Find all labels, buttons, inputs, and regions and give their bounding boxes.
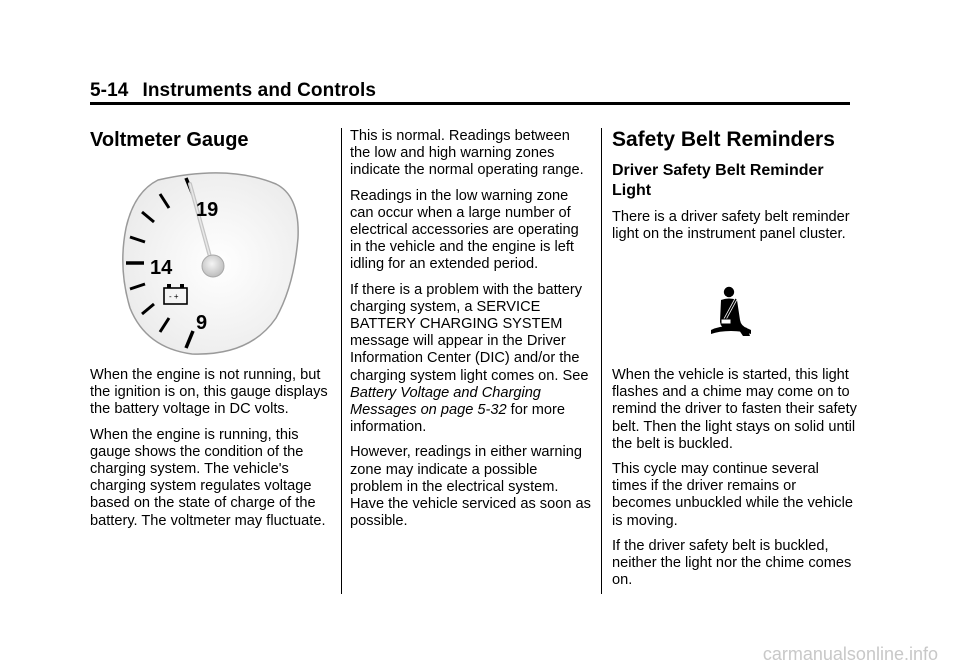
gauge-label-14: 14 [150,257,173,279]
column-divider-2 [601,128,602,594]
paragraph: When the engine is running, this gauge shows the condition of the charging system. The vehicle's charging system regulates voltage based on the state of charge of the battery. The voltmeter may fluctuate. [90,426,326,529]
right-column [612,128,857,251]
paragraph: This is normal. Readings between the low and high warning zones indicate the normal operating range. [350,128,584,179]
paragraph: When the vehicle is started, this light flashes and a chime may come on to remind the driver to fasten their safety belt. Then the light stays on solid until the belt is buckled. [612,367,857,452]
gauge-hub [202,255,224,277]
chapter-title: Instruments and Controls [142,80,377,101]
left-column-text [90,367,335,538]
page-header [90,80,376,102]
section-heading-voltmeter: Voltmeter Gauge [90,129,249,151]
seatbelt-reminder-icon [707,286,755,340]
section-heading-safety-belt: Safety Belt Reminders [612,128,835,151]
paragraph: When the engine is not running, but the ignition is on, this gauge displays the battery voltage in DC volts. [90,367,328,418]
subheading-driver-belt-light: Driver Safety Belt Reminder Light [612,162,824,199]
right-column-text [612,367,857,597]
left-column [90,128,335,152]
gauge-label-9: 9 [196,312,208,334]
paragraph: If the driver safety belt is buckled, neither the light nor the chime comes on. [612,537,852,589]
watermark: carmanualsonline.info [762,644,938,664]
gauge-label-19: 19 [196,199,219,221]
cross-reference-link: Battery Voltage and Charging Messages on page 5-32 [350,384,541,419]
header-rule [90,102,850,105]
paragraph: Readings in the low warning zone can occur when a large number of electrical accessories are operating in the vehicle and the engine is left idling for an extended period. [350,187,579,273]
page-number: 5-14 [90,80,129,101]
column-divider-1 [341,128,342,594]
svg-text:- +: - + [169,292,179,301]
voltmeter-gauge-illustration [118,168,308,358]
paragraph: However, readings in either warning zone may indicate a possible problem in the electrical system. Have the vehicle serviced as soon as possible. [350,444,591,530]
paragraph: If there is a problem with the battery charging system, a SERVICE BATTERY CHARGING SYSTEM message will appear in the Driver Information Center (DIC) and/or the charging system light comes on. See Battery Voltage and Charging Messages on page 5-32 for more information. [350,281,589,436]
paragraph: There is a driver safety belt reminder light on the instrument panel cluster. [612,209,850,243]
paragraph: This cycle may continue several times if the driver remains or becomes unbuckled while the vehicle is moving. [612,461,853,529]
middle-column [350,128,594,538]
